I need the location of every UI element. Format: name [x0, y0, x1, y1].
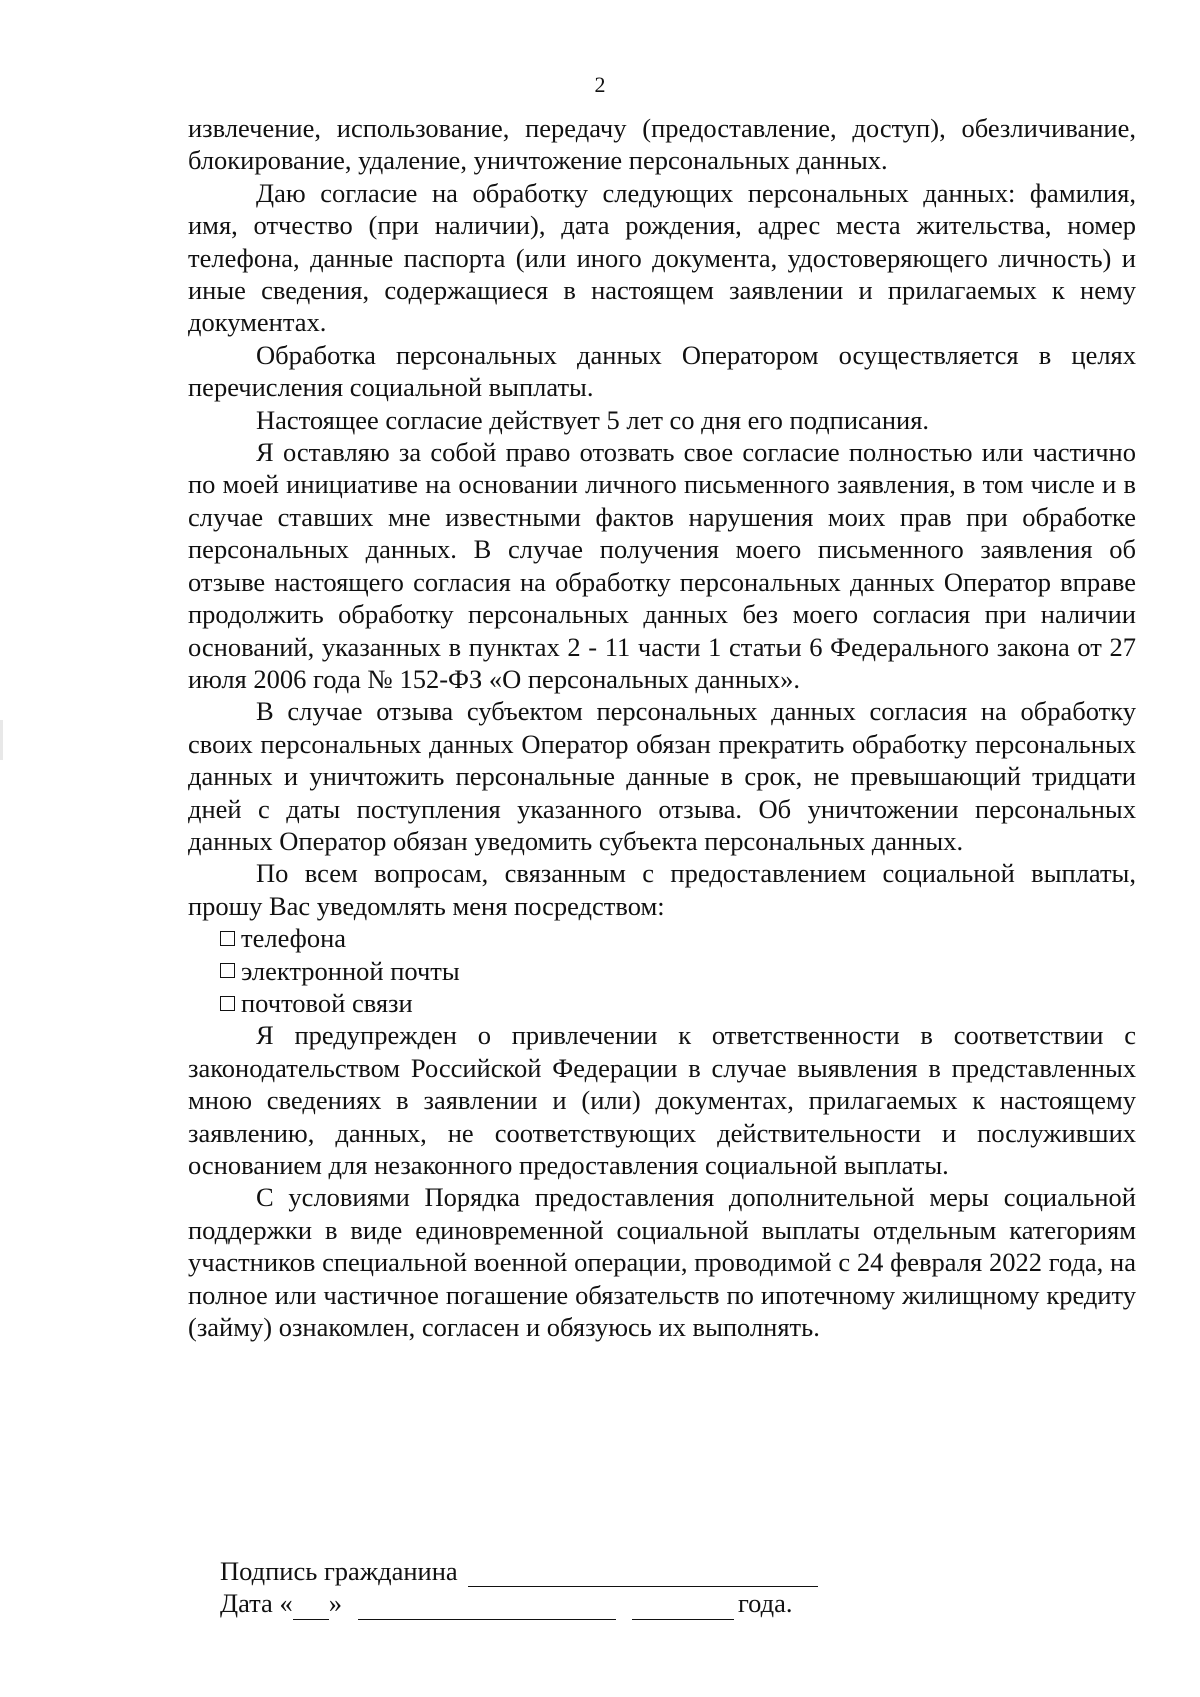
checkbox-icon[interactable] [220, 963, 235, 978]
signature-line[interactable] [468, 1562, 818, 1587]
signature-block [220, 1555, 818, 1620]
notify-option-label: почтовой связи [241, 987, 413, 1018]
notify-option[interactable] [188, 922, 1136, 954]
date-day-line[interactable] [293, 1595, 329, 1620]
signature-row [220, 1555, 818, 1587]
paragraph: Обработка персональных данных Оператором осуществляется в целях перечисления социальной выплаты. [188, 339, 1136, 403]
scan-edge-mark [0, 720, 3, 760]
date-row [220, 1587, 818, 1619]
paragraphs-after-options [188, 1019, 1136, 1343]
notify-options-list [188, 922, 1136, 1019]
paragraph: Я оставляю за собой право отозвать свое согласие полностью или частично по моей инициативе на основании личного письменного заявления, в том числе и в случае ставших мне известными фактов нарушения моих прав при обработке персональных данных. В случае получения моего письменного заявления об отзыве настоящего согласия на обработку персональных данных Оператор вправе продолжить обработку персональных данных без моего согласия при наличии оснований, указанных в пунктах 2 - 11 части 1 статьи 6 Федерального закона от 27 июля 2006 года № 152-ФЗ «О персональных данных». [188, 437, 1136, 694]
notify-option[interactable] [188, 955, 1136, 987]
date-close-quote: » [328, 1588, 342, 1619]
year-suffix: года. [737, 1588, 793, 1619]
notify-option-label: телефона [241, 923, 347, 954]
date-label: Дата « [220, 1588, 293, 1619]
paragraph: По всем вопросам, связанным с предоставлением социальной выплаты, прошу Вас уведомлять меня посредством: [188, 858, 1136, 921]
checkbox-icon[interactable] [220, 996, 235, 1011]
notify-option-label: электронной почты [241, 955, 460, 986]
paragraph: Настоящее согласие действует 5 лет со дня его подписания. [256, 404, 930, 435]
paragraph: Даю согласие на обработку следующих персональных данных: фамилия, имя, отчество (при наличии), дата рождения, адрес места жительства, номер телефона, данные паспорта (или иного документа, удостоверяющего личность) и иные сведения, содержащиеся в настоящем заявлении и прилагаемых к нему документах. [188, 177, 1136, 338]
date-month-line[interactable] [358, 1595, 616, 1620]
checkbox-icon[interactable] [220, 931, 235, 946]
paragraph: Я предупрежден о привлечении к ответственности в соответствии с законодательством Российской Федерации в случае выявления в представленных мною сведениях в заявлении и (или) документах, прилагаемых к настоящему заявлению, данных, не соответствующих действительности и послуживших основанием для незаконного предоставления социальной выплаты. [188, 1020, 1136, 1180]
paragraphs-before-options [188, 112, 1136, 922]
notify-option[interactable] [188, 987, 1136, 1019]
paragraph: В случае отзыва субъектом персональных данных согласия на обработку своих персональных данных Оператор обязан прекратить обработку персональных данных и уничтожить персональные данные в срок, не превышающий тридцати дней с даты поступления указанного отзыва. Об уничтожении персональных данных Оператор обязан уведомить субъекта персональных данных. [188, 696, 1136, 856]
paragraph: С условиями Порядка предоставления дополнительной меры социальной поддержки в виде единовременной социальной выплаты отдельным категориям участников специальной военной операции, проводимой с 24 февраля 2022 года, на полное или частичное погашение обязательств по ипотечному жилищному кредиту (займу) ознакомлен, согласен и обязуюсь их выполнять. [188, 1182, 1136, 1342]
signature-label: Подпись гражданина [220, 1555, 458, 1586]
page-number: 2 [594, 72, 606, 97]
document-body [188, 112, 1136, 1343]
date-year-line[interactable] [632, 1595, 734, 1620]
paragraph: извлечение, использование, передачу (предоставление, доступ), обезличивание, блокирование, удаление, уничтожение персональных данных. [188, 113, 1136, 176]
